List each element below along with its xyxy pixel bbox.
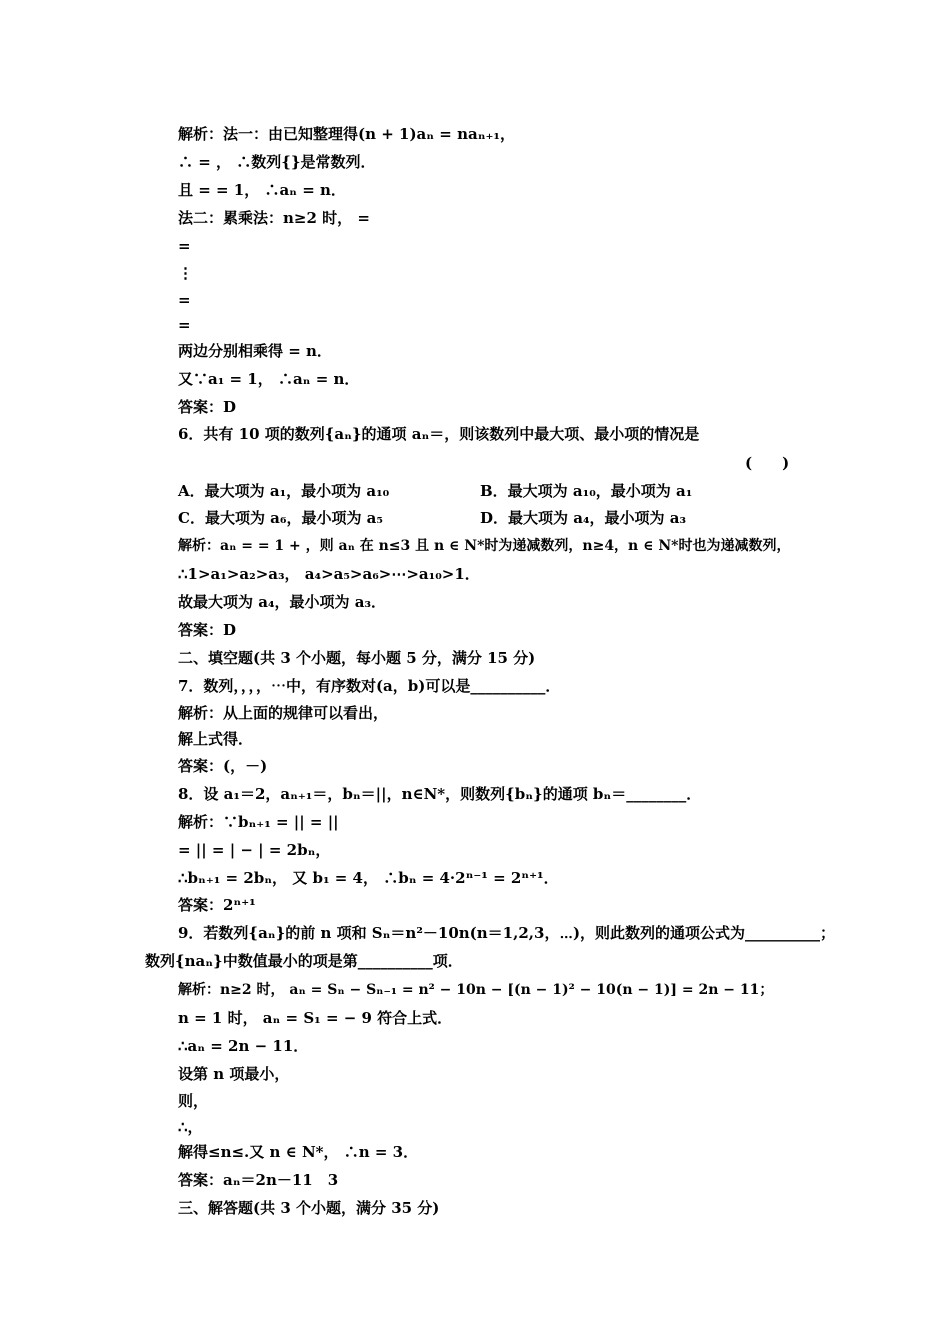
text-line: 又∵a₁ = 1， ∴aₙ = n． [178, 370, 360, 388]
text-line: 答案：(，－) [178, 757, 268, 775]
answer-bracket: ( ) [745, 454, 790, 472]
text-line: 且 = = 1， ∴aₙ = n． [178, 181, 346, 199]
text-line: = [178, 237, 191, 255]
option-c: C．最大项为 a₆，最小项为 a₅ [178, 509, 383, 527]
text-line: 解析：法一：由已知整理得(n + 1)aₙ = naₙ₊₁， [178, 125, 515, 143]
text-line: ∴， [178, 1118, 203, 1136]
section-heading: 二、填空题(共 3 个小题，每小题 5 分，满分 15 分) [178, 649, 536, 667]
text-line: 设第 n 项最小， [178, 1065, 290, 1083]
text-line: 故最大项为 a₄，最小项为 a₃． [178, 593, 387, 611]
text-line: 答案：aₙ＝2n－11 3 [178, 1171, 339, 1189]
text-line: 解得≤n≤.又 n ∈ N*， ∴n = 3． [178, 1143, 419, 1161]
question-7: 7．数列，，，，⋯中，有序数对(a，b)可以是__________． [178, 677, 561, 695]
text-line: 两边分别相乘得 = n． [178, 342, 332, 360]
text-line: 则， [178, 1092, 209, 1110]
text-line: 解析：n≥2 时， aₙ = Sₙ − Sₙ₋₁ = n² − 10n − [(n − 1)² − 10(n − 1)] = 2n − 11； [178, 982, 774, 998]
text-line: = [178, 291, 191, 309]
text-line: 答案：2ⁿ⁺¹ [178, 896, 256, 914]
text-line: = [178, 316, 191, 334]
text-line: ∴aₙ = 2n − 11． [178, 1037, 309, 1055]
text-line: 法二：累乘法：n≥2 时， = [178, 209, 370, 227]
text-line: 答案：D [178, 398, 237, 416]
text-line: 解析：∵bₙ₊₁ = || = || [178, 813, 339, 831]
text-line: 解析：aₙ = = 1 + ，则 aₙ 在 n≤3 且 n ∈ N*时为递减数列，n≥4，n ∈ N*时也为递减数列， [178, 538, 791, 554]
text-line: 解上式得． [178, 730, 254, 748]
question-8: 8．设 a₁＝2，aₙ₊₁＝，bₙ＝||，n∈N*，则数列{bₙ}的通项 bₙ＝________． [178, 785, 702, 803]
text-line: ∴1>a₁>a₂>a₃， a₄>a₅>a₆>⋯>a₁₀>1． [178, 565, 480, 583]
text-line: = || = | − | = 2bₙ， [178, 841, 331, 859]
text-line: 解析：从上面的规律可以看出， [178, 704, 389, 722]
option-d: D．最大项为 a₄，最小项为 a₃ [480, 509, 687, 527]
question-9-cont: 数列{naₙ}中数值最小的项是第__________项． [145, 952, 463, 970]
text-line: ∴ = ， ∴数列{}是常数列． [178, 153, 376, 171]
text-line: 答案：D [178, 621, 237, 639]
option-a: A．最大项为 a₁，最小项为 a₁₀ [178, 482, 390, 500]
question-6: 6．共有 10 项的数列{aₙ}的通项 aₙ＝，则该数列中最大项、最小项的情况是 [178, 425, 700, 443]
text-line: ∴bₙ₊₁ = 2bₙ， 又 b₁ = 4， ∴bₙ = 4·2ⁿ⁻¹ = 2ⁿ⁺¹． [178, 869, 559, 887]
option-b: B．最大项为 a₁₀，最小项为 a₁ [480, 482, 693, 500]
section-heading: 三、解答题(共 3 个小题，满分 35 分) [178, 1199, 440, 1217]
question-9: 9．若数列{aₙ}的前 n 项和 Sₙ＝n²－10n(n＝1,2,3，⋯)，则此数列的通项公式为__________； [178, 924, 836, 942]
text-line: ⋮ [178, 264, 193, 282]
text-line: n = 1 时， aₙ = S₁ = − 9 符合上式． [178, 1009, 453, 1027]
